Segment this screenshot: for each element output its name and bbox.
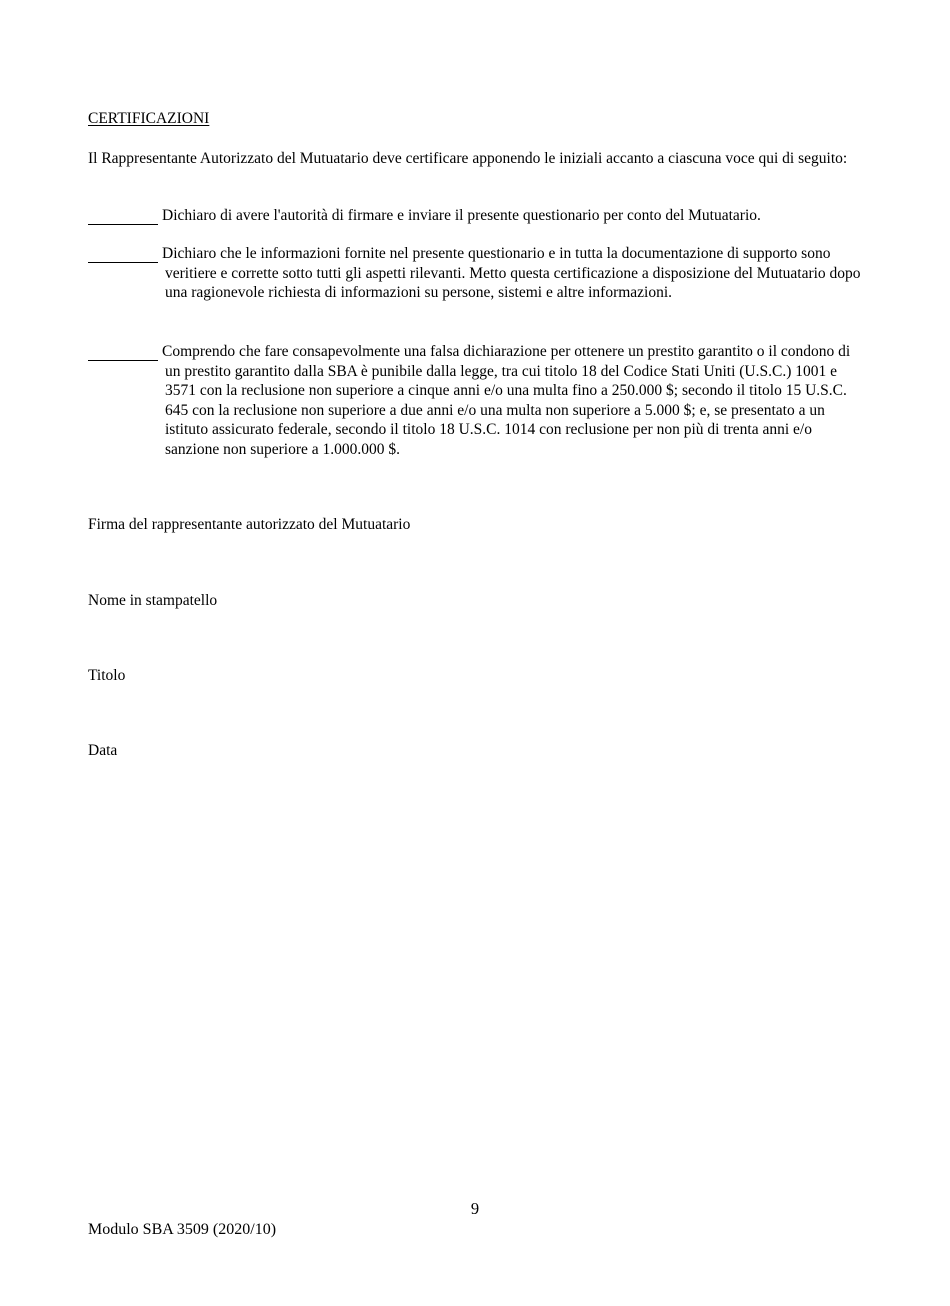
printed-name-label: Nome in stampatello [88, 592, 218, 609]
certification-text-3: Comprendo che fare consapevolmente una falsa dichiarazione per ottenere un prestito garantito o il condono di un prestito garantito dalla SBA è punibile dalla legge, tra cui titolo 18 del Codice Stati Uniti (U.S.C.) 1001 e 3571 con la reclusione non superiore a cinque anni e/o una multa fino a 250.000 $; secondo il titolo 15 U.S.C. 645 con la reclusione non superiore a due anni e/o una multa non superiore a 5.000 $; e, se presentato a un istituto assicurato federale, secondo il titolo 18 U.S.C. 1014 con reclusione per non più di trenta anni e/o sanzione non superiore a 1.000.000 $. [162, 343, 851, 458]
title-label: Titolo [88, 667, 126, 684]
certification-item-1 [88, 206, 868, 226]
page-number: 9 [470, 1199, 480, 1218]
initials-blank-2[interactable] [88, 262, 158, 263]
section-heading: CERTIFICAZIONI [88, 110, 210, 127]
initials-blank-1[interactable] [88, 224, 158, 225]
signature-label: Firma del rappresentante autorizzato del Mutuatario [88, 516, 411, 533]
certification-item-2 [88, 244, 868, 303]
date-label: Data [88, 742, 118, 759]
certification-text-2: Dichiaro che le informazioni fornite nel presente questionario e in tutta la documentazione di supporto sono veritiere e corrette sotto tutti gli aspetti rilevanti. Metto questa certificazione a disposizione del Mutuatario dopo una ragionevole richiesta di informazioni su persone, sistemi e altre informazioni. [162, 245, 861, 302]
certification-text-1: Dichiaro di avere l'autorità di firmare e inviare il presente questionario per conto del Mutuatario. [162, 207, 761, 224]
form-identifier: Modulo SBA 3509 (2020/10) [88, 1221, 277, 1238]
certification-item-3 [88, 342, 868, 460]
initials-blank-3[interactable] [88, 360, 158, 361]
intro-paragraph: Il Rappresentante Autorizzato del Mutuatario deve certificare apponendo le iniziali accanto a ciascuna voce qui di seguito: [88, 150, 848, 167]
